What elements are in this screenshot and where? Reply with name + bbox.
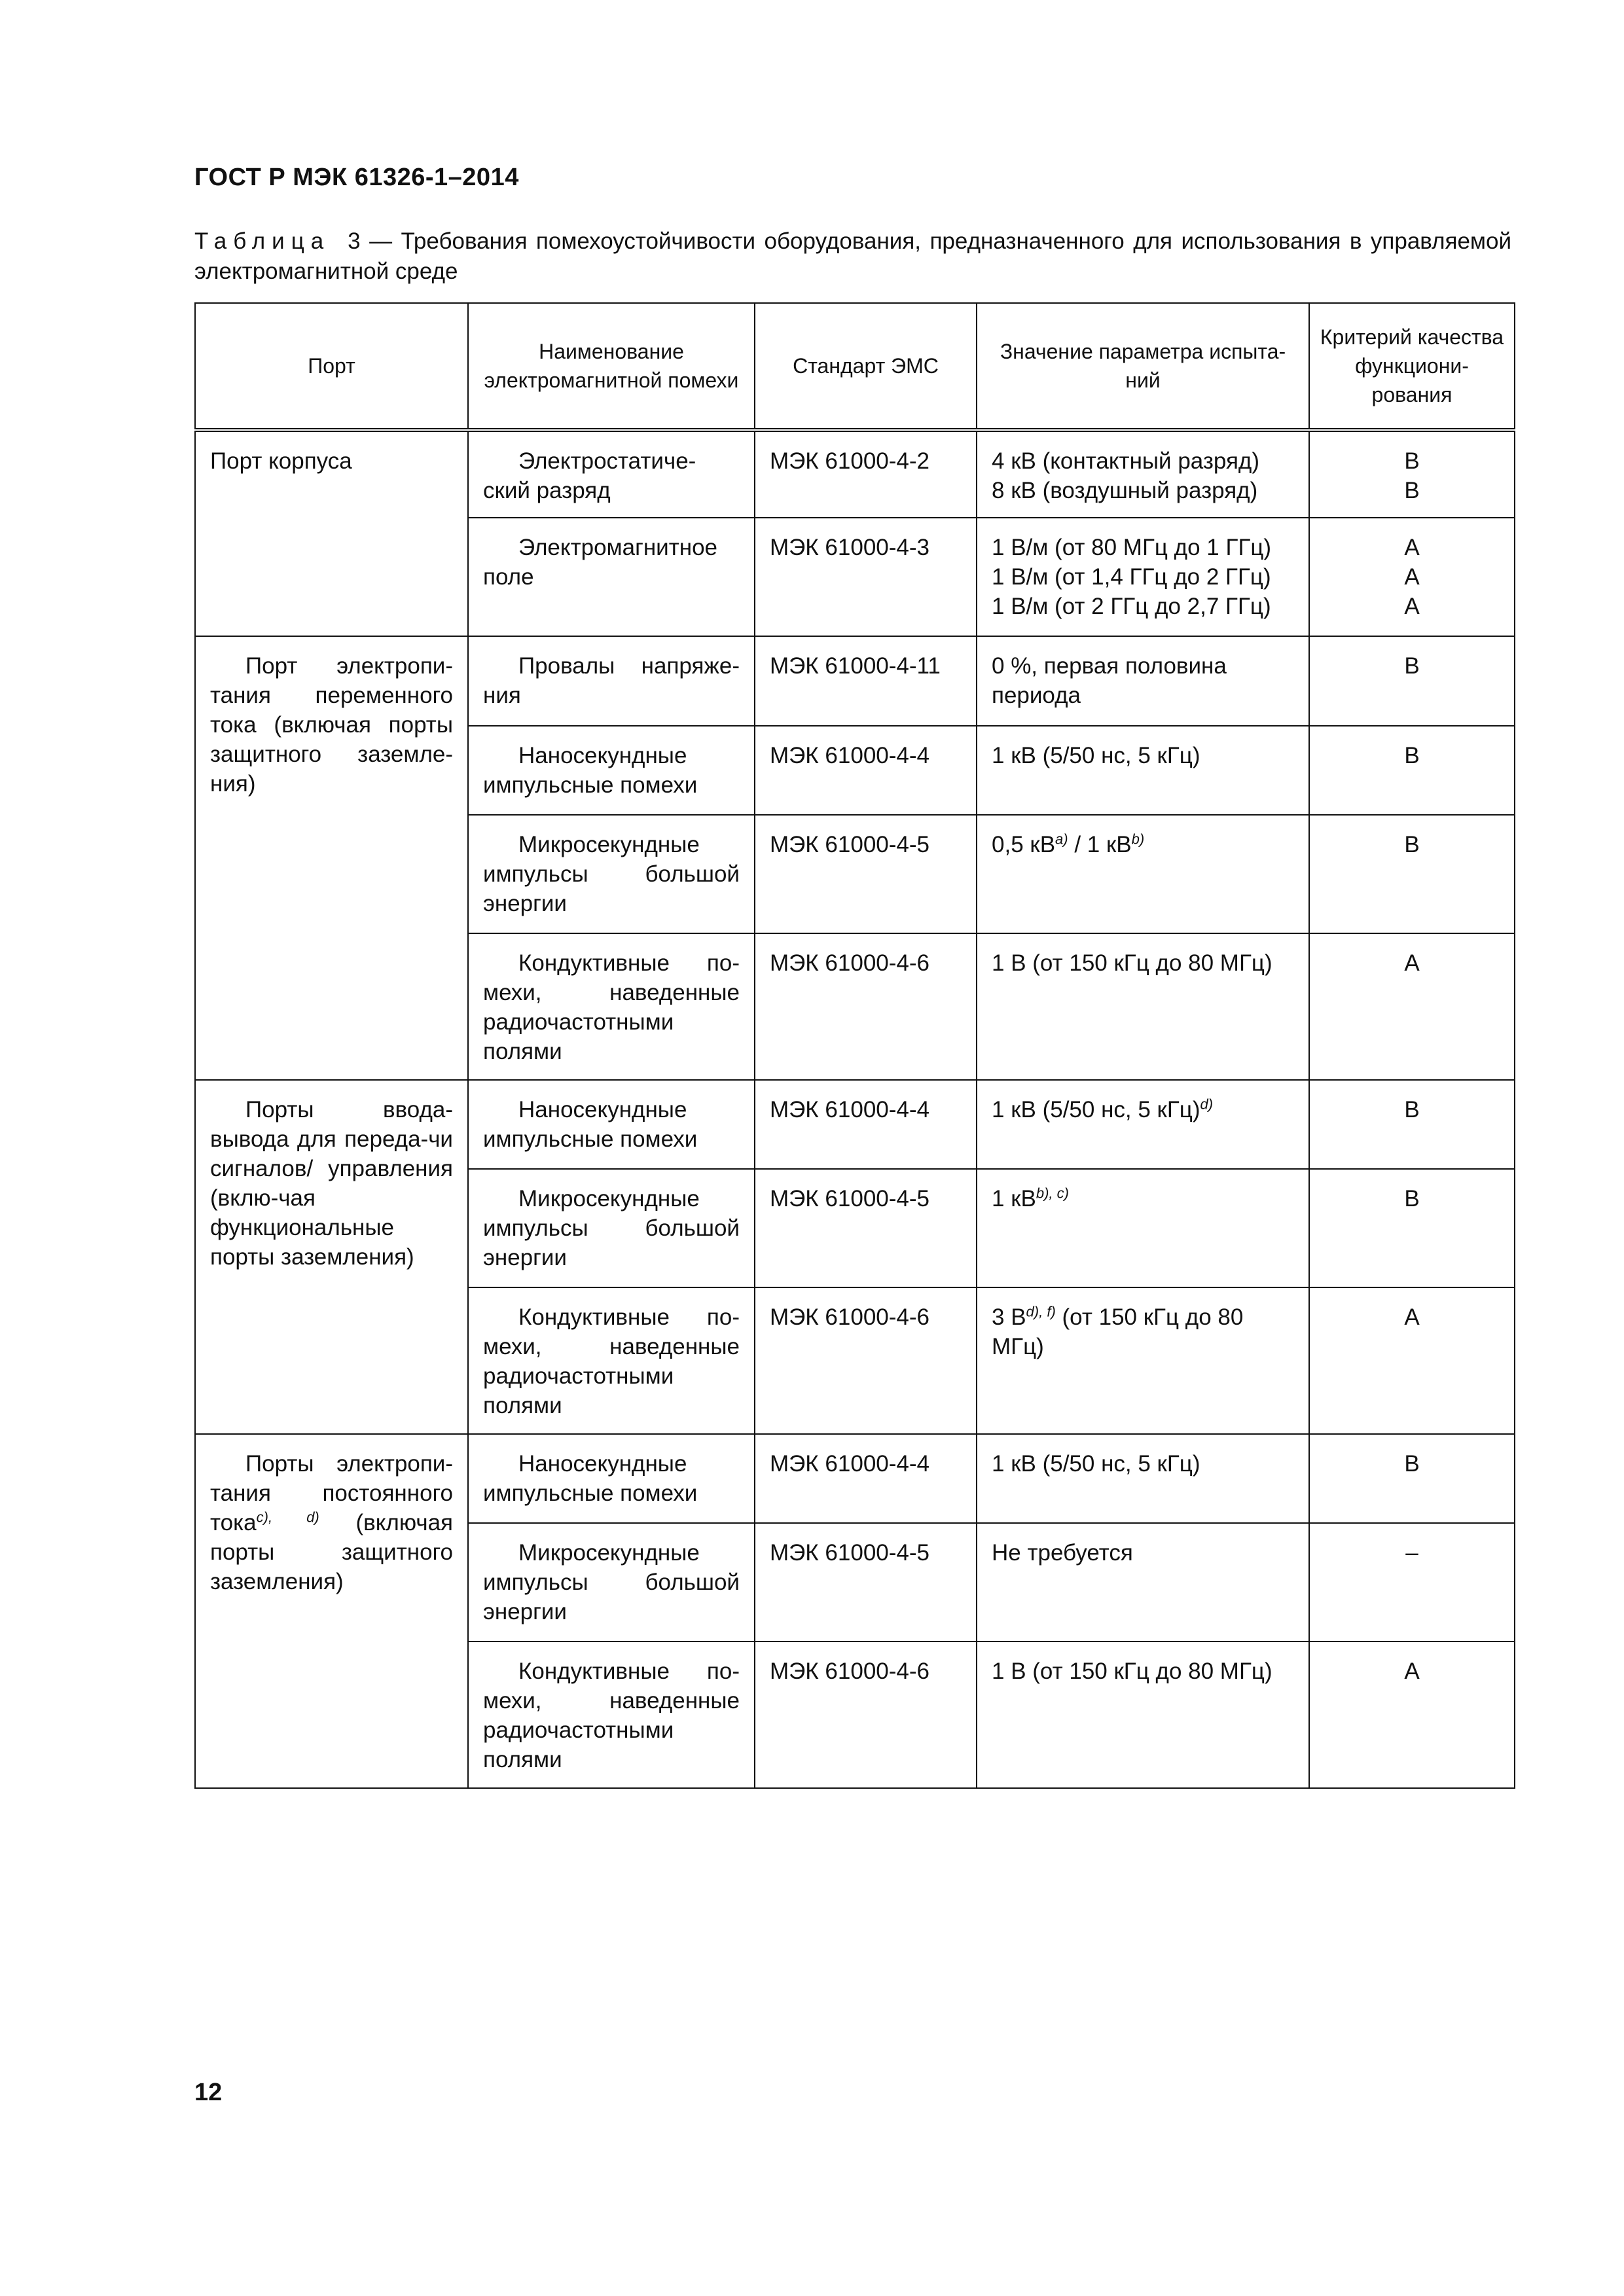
footnote-ref: b), c) (1036, 1185, 1069, 1202)
test-value-cell: 0,5 $кВ^{a)} / 1$ $кВ^{b)}$ (977, 815, 1309, 933)
column-header-standard: Стандарт ЭМС (755, 303, 977, 430)
test-value-cell: Не требуется (977, 1523, 1309, 1641)
footnote-ref: a) (1055, 831, 1068, 848)
caption-label: Таблица (194, 228, 331, 254)
standard-cell: МЭК 61000-4-5 (755, 1169, 977, 1287)
port-cell: Порт электропи-тания переменного тока (включая порты защитного заземле-ния) (195, 636, 468, 1080)
footnote-ref: d) (1200, 1096, 1214, 1113)
disturbance-cell: Электромагнитное поле (468, 518, 755, 636)
caption-text: — Требования помехоустойчивости оборудования, предназначенного для использования в управляемой электромагнитной среде (194, 228, 1512, 284)
disturbance-cell: Наносекундные импульсные помехи (468, 726, 755, 815)
criterion-cell: B (1309, 1434, 1515, 1523)
criterion-cell: B (1309, 1169, 1515, 1287)
standard-cell: МЭК 61000-4-11 (755, 636, 977, 726)
table-row (195, 430, 1515, 518)
criterion-cell: A (1309, 1287, 1515, 1434)
standard-cell: МЭК 61000-4-6 (755, 933, 977, 1080)
footnote-ref: b) (1131, 831, 1145, 848)
standard-cell: МЭК 61000-4-4 (755, 1080, 977, 1169)
disturbance-cell: Кондуктивные по-мехи, наведенные радиочастотными полями (468, 1287, 755, 1434)
standard-cell: МЭК 61000-4-3 (755, 518, 977, 636)
test-value-cell: 1 $кВ^{b), c)}$ (977, 1169, 1309, 1287)
document-header: ГОСТ Р МЭК 61326-1–2014 (194, 164, 519, 191)
column-header-test-value: Значение параметра испыта-ний (977, 303, 1309, 430)
test-value-cell: 1 В/м (от 80 МГц до 1 ГГц) 1 В/м (от 1,4 ГГц до 2 ГГц) 1 В/м (от 2 ГГц до 2,7 ГГц) (977, 518, 1309, 636)
port-cell: Порты ввода-вывода для переда-чи сигналов/ управления (вклю-чая функциональные порты заземления) (195, 1080, 468, 1434)
criterion-cell: A (1309, 1641, 1515, 1788)
column-header-port: Порт (195, 303, 468, 430)
test-value-cell: 1 кВ (5/50 нс, 5 кГц) (977, 726, 1309, 815)
standard-cell: МЭК 61000-4-2 (755, 430, 977, 518)
column-header-criterion: Критерий качества функциони-рования (1309, 303, 1515, 430)
column-header-disturbance: Наименование электромагнитной помехи (468, 303, 755, 430)
standard-cell: МЭК 61000-4-6 (755, 1287, 977, 1434)
test-value-cell: 1 кВ (5/50 нс, 5 кГц)$^{d)}$ (977, 1080, 1309, 1169)
disturbance-cell: Электростатиче-ский разряд (468, 430, 755, 518)
disturbance-cell: Микросекундные импульсы большой энергии (468, 1523, 755, 1641)
criterion-cell: A A A (1309, 518, 1515, 636)
table-row (195, 1434, 1515, 1523)
test-value-cell: 1 В (от 150 кГц до 80 МГц) (977, 933, 1309, 1080)
caption-number: 3 (348, 228, 361, 254)
standard-cell: МЭК 61000-4-5 (755, 1523, 977, 1641)
disturbance-cell: Наносекундные импульсные помехи (468, 1080, 755, 1169)
table-row (195, 1080, 1515, 1169)
table-header-row (195, 303, 1515, 430)
emc-requirements-table (194, 302, 1515, 1789)
test-value-cell: 1 кВ (5/50 нс, 5 кГц) (977, 1434, 1309, 1523)
footnote-ref: d), f) (1026, 1303, 1056, 1320)
criterion-cell: B (1309, 636, 1515, 726)
standard-cell: МЭК 61000-4-4 (755, 1434, 977, 1523)
test-value-cell: 0 %, первая половина периода (977, 636, 1309, 726)
table-caption (194, 226, 1511, 287)
port-cell: Порт корпуса (195, 430, 468, 636)
port-cell: Порты электропи-тания постоянного тока$^{c), d)}$ (включая порты защитного заземления) (195, 1434, 468, 1788)
table-row (195, 636, 1515, 726)
criterion-cell: B (1309, 815, 1515, 933)
test-value-cell: 3 $В^{d), f)}$ (от 150 кГц до 80 МГц) (977, 1287, 1309, 1434)
test-value-cell: 4 кВ (контактный разряд) 8 кВ (воздушный разряд) (977, 430, 1309, 518)
disturbance-cell: Микросекундные импульсы большой энергии (468, 815, 755, 933)
disturbance-cell: Провалы напряже-ния (468, 636, 755, 726)
standard-cell: МЭК 61000-4-6 (755, 1641, 977, 1788)
disturbance-cell: Кондуктивные по-мехи, наведенные радиочастотными полями (468, 933, 755, 1080)
criterion-cell: B (1309, 726, 1515, 815)
footnote-ref: c), d) (256, 1509, 319, 1526)
page-number: 12 (194, 2079, 223, 2106)
standard-cell: МЭК 61000-4-5 (755, 815, 977, 933)
criterion-cell: B (1309, 1080, 1515, 1169)
criterion-cell: – (1309, 1523, 1515, 1641)
test-value-cell: 1 В (от 150 кГц до 80 МГц) (977, 1641, 1309, 1788)
disturbance-cell: Кондуктивные по-мехи, наведенные радиочастотными полями (468, 1641, 755, 1788)
criterion-cell: B B (1309, 430, 1515, 518)
criterion-cell: A (1309, 933, 1515, 1080)
standard-cell: МЭК 61000-4-4 (755, 726, 977, 815)
disturbance-cell: Наносекундные импульсные помехи (468, 1434, 755, 1523)
disturbance-cell: Микросекундные импульсы большой энергии (468, 1169, 755, 1287)
